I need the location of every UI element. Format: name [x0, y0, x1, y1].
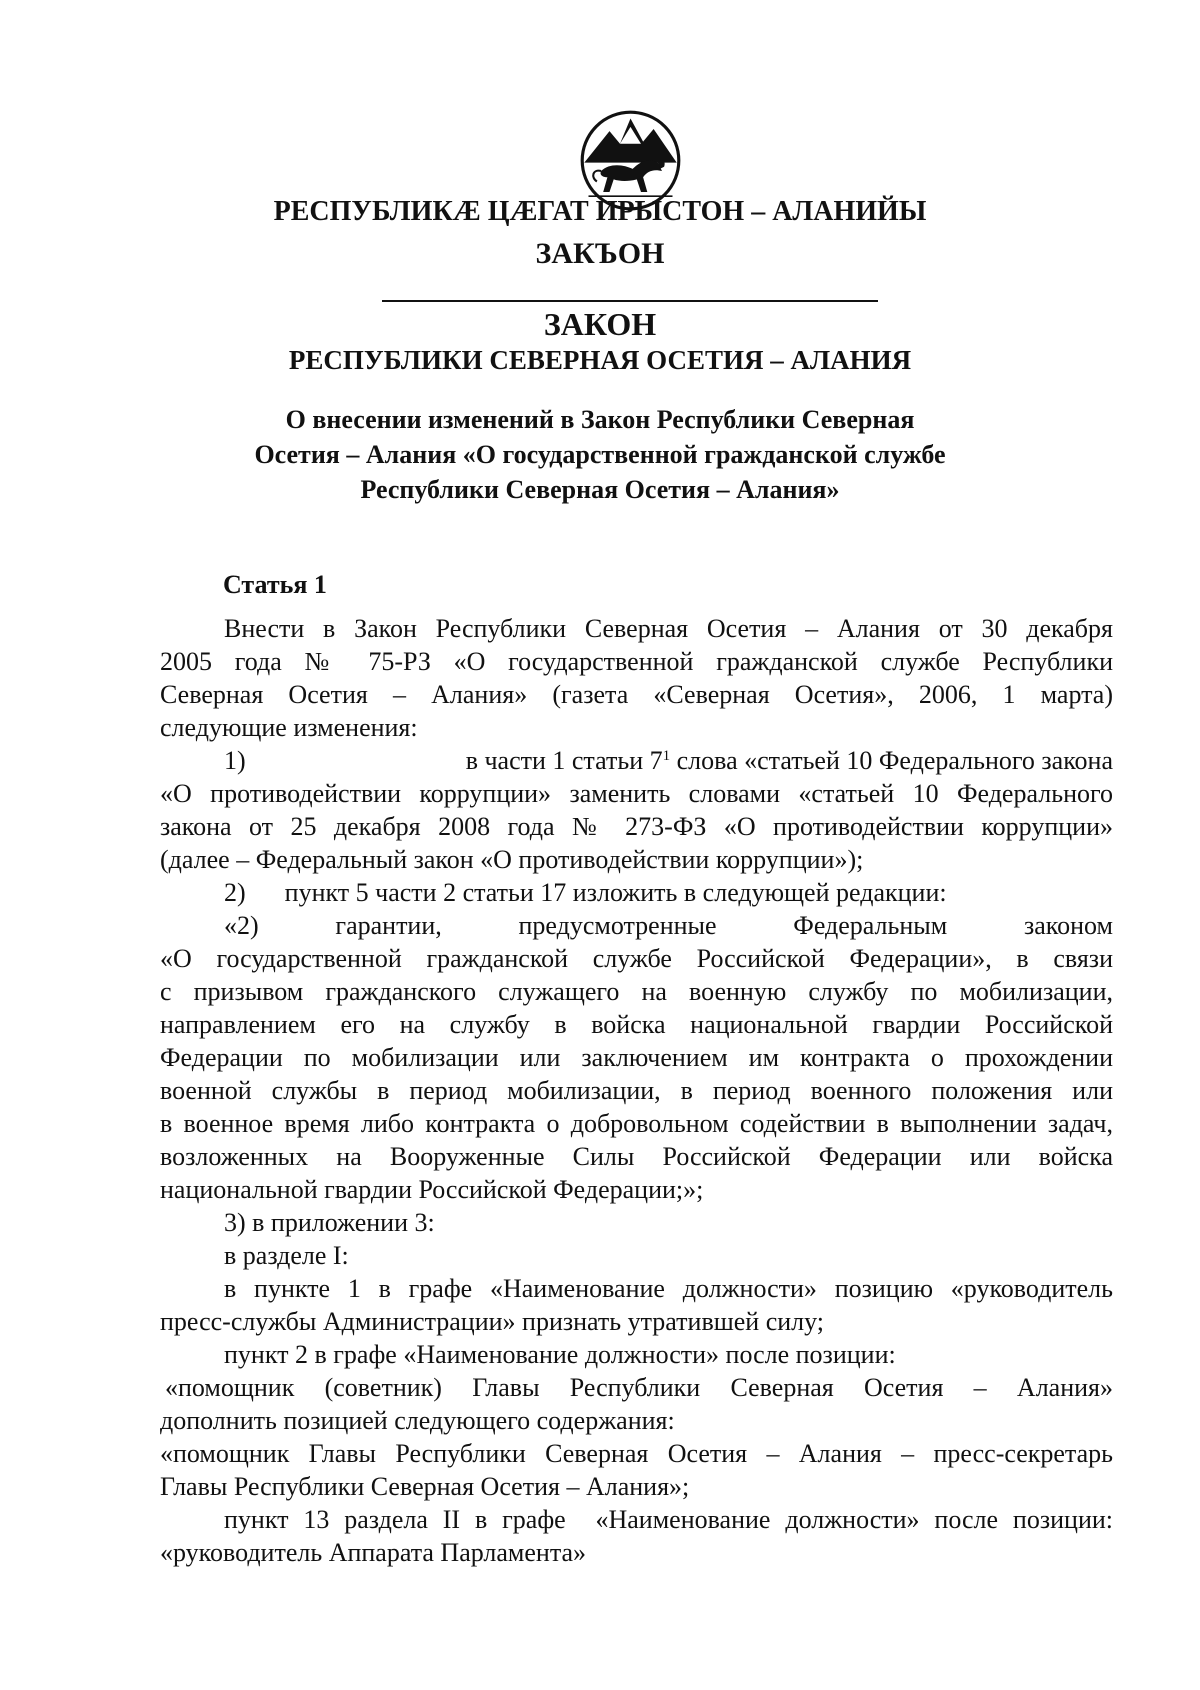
body-line: Северная Осетия – Алания» (газета «Северная Осетия», 2006, 1 марта)	[160, 680, 1113, 709]
body-line: 2005 года № 75-РЗ «О государственной гражданской службе Республики	[160, 647, 1113, 676]
body-line: «помощник (советник) Главы Республики Северная Осетия – Алания»	[165, 1373, 1113, 1402]
body-line: 3) в приложении 3:	[224, 1208, 435, 1237]
law-title-line: О внесении изменений в Закон Республики Северная	[285, 405, 915, 434]
body-line: «О государственной гражданской службе Российской Федерации», в связи	[160, 944, 1113, 973]
body-line: в пункте 1 в графе «Наименование должности» позицию «руководитель	[224, 1274, 1113, 1303]
body-line: Внести в Закон Республики Северная Осетия – Алания от 30 декабря	[224, 614, 1113, 643]
item-text: в части 1 статьи $7^1$ слова «статьей 10 Федерального закона	[465, 746, 1113, 775]
item-number: 1)	[224, 746, 246, 775]
ossetian-republic-title: РЕСПУБЛИКӔ ЦӔГАТ ИРЫСТОН – АЛАНИЙЫ	[273, 196, 927, 227]
body-line: возложенных на Вооруженные Силы Российской Федерации или войска	[160, 1142, 1113, 1171]
body-line: 2) пункт 5 части 2 статьи 17 изложить в следующей редакции:	[224, 878, 947, 907]
body-line: «О противодействии коррупции» заменить словами «статьей 10 Федерального	[160, 779, 1113, 808]
article-heading: Статья 1	[223, 570, 327, 599]
russian-republic-title: РЕСПУБЛИКИ СЕВЕРНАЯ ОСЕТИЯ – АЛАНИЯ	[288, 345, 912, 375]
quote-word: предусмотренные	[518, 911, 717, 940]
law-title-line: Осетия – Алания «О государственной гражданской службе	[254, 440, 946, 469]
body-line: пресс-службы Администрации» признать утратившей силу;	[160, 1307, 825, 1336]
body-line: направлением его на службу в войска национальной гвардии Российской	[160, 1010, 1113, 1039]
body-line: пункт 13 раздела II в графе «Наименование должности» после позиции:	[224, 1505, 1113, 1534]
body-line: в военное время либо контракта о добровольном содействии в выполнении задач,	[160, 1109, 1113, 1138]
body-line: Главы Республики Северная Осетия – Алания»;	[160, 1472, 690, 1501]
body-line: национальной гвардии Российской Федерации;»;	[160, 1175, 704, 1204]
body-line: «помощник Главы Республики Северная Осетия – Алания – пресс-секретарь	[160, 1439, 1113, 1468]
quote-word: законом	[1023, 911, 1113, 940]
quote-word: «2)	[224, 911, 259, 940]
body-line: в разделе I:	[224, 1241, 349, 1270]
body-line: «руководитель Аппарата Парламента»	[160, 1538, 587, 1567]
quote-word: Федеральным	[793, 911, 948, 940]
header-divider	[382, 300, 878, 302]
body-line: Федерации по мобилизации или заключением им контракта о прохождении	[160, 1043, 1113, 1072]
ossetian-law-heading: ЗАКЪОН	[535, 237, 665, 270]
body-line: военной службы в период мобилизации, в период военного положения или	[160, 1076, 1113, 1105]
russian-law-heading: ЗАКОН	[543, 306, 657, 342]
body-line: пункт 2 в графе «Наименование должности» после позиции:	[224, 1340, 896, 1369]
article-body	[160, 612, 1113, 1569]
law-title-line: Республики Северная Осетия – Алания»	[360, 475, 840, 504]
item-2-quote-line	[160, 909, 1113, 942]
body-line: (далее – Федеральный закон «О противодействии коррупции»);	[160, 845, 864, 874]
superscript: 1	[662, 748, 671, 764]
item-1-line	[160, 744, 1113, 777]
body-line: с призывом гражданского служащего на военную службу по мобилизации,	[160, 977, 1113, 1006]
body-line: следующие изменения:	[160, 713, 418, 742]
body-line: закона от 25 декабря 2008 года № 273-ФЗ «О противодействии коррупции»	[160, 812, 1113, 841]
quote-word: гарантии,	[335, 911, 442, 940]
body-line: дополнить позицией следующего содержания:	[160, 1406, 675, 1435]
